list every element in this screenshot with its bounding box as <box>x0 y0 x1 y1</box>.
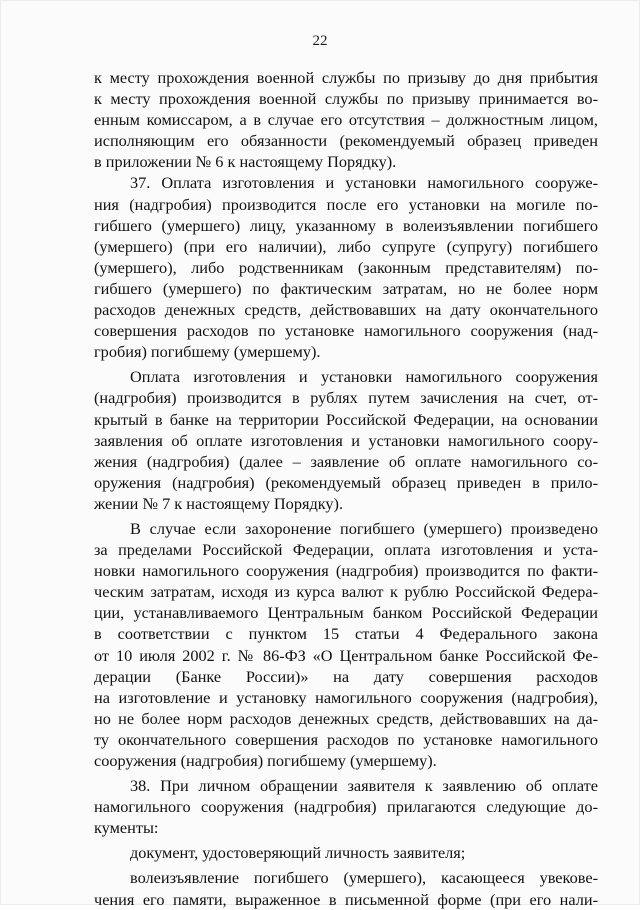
text-line: от 10 июля 2002 г. № 86-ФЗ «О Центральном банке Российской Фе- <box>94 645 598 665</box>
text-line: ческим затратам, исходя из курса валют к рублю Российской Федера- <box>94 582 598 602</box>
text-line: новки намогильного сооружения (надгробия) производится по факти- <box>94 561 598 581</box>
text-line: 38. При личном обращении заявителя к заявлению об оплате <box>130 776 598 796</box>
text-line: намогильного сооружения (надгробия) прилагаются следующие до- <box>94 797 598 817</box>
text-line: Оплата изготовления и установки намогильного сооружения <box>130 367 598 387</box>
text-line: документ, удостоверяющий личность заявителя; <box>130 843 466 863</box>
text-line: на изготовление и установку намогильного сооружения (надгробия), <box>94 687 598 707</box>
text-line: гибшего (умершего) лицу, указанному в волеизъявлении погибшего <box>94 215 598 235</box>
text-line: но не более норм расходов денежных средств, действовавших на да- <box>94 708 598 728</box>
text-line: крытый в банке на территории Российской Федерации, на основании <box>94 409 598 429</box>
text-line: гибшего (умершего) по фактическим затратам, но не более норм <box>94 278 598 298</box>
text-line: оружения (надгробия) (рекомендуемый образец приведен в прило- <box>94 472 598 492</box>
text-line: жения (надгробия) (далее – заявление об оплате намогильного со- <box>94 451 598 471</box>
text-line: жении № 7 к настоящему Порядку). <box>94 493 344 513</box>
text-line: расходов денежных средств, действовавших на дату окончательного <box>94 300 598 320</box>
text-line: чения его памяти, выраженное в письменной форме (при его нали- <box>94 889 598 909</box>
text-line: в соответствии с пунктом 15 статьи 4 Федерального закона <box>94 624 598 644</box>
text-line: к месту прохождения военной службы по призыву до дня прибытия <box>94 68 598 87</box>
text-line: кументы: <box>94 818 159 838</box>
text-line: за пределами Российской Федерации, оплата изготовления и уста- <box>94 540 598 560</box>
text-line: гробия) погибшему (умершему). <box>94 342 321 362</box>
text-line: (умершего), либо родственникам (законным представителям) по- <box>94 257 598 277</box>
text-line: ции, устанавливаемого Центральным банком Российской Федерации <box>94 603 598 623</box>
text-line: 37. Оплата изготовления и установки намогильного сооруже- <box>130 173 598 193</box>
text-line: (надгробия) производится в рублях путем зачисления на счет, от- <box>94 388 598 408</box>
text-line: енным комиссаром, а в случае его отсутствия – должностным лицом, <box>94 110 598 130</box>
text-line: исполняющим его обязанности (рекомендуемый образец приведен <box>94 131 598 151</box>
page-number: 22 <box>312 33 328 49</box>
text-line: сооружения (надгробия) погибшему (умершему). <box>94 751 437 770</box>
document-body <box>94 67 598 910</box>
text-line: ту окончательного совершения расходов по установке намогильного <box>94 729 598 749</box>
text-line: в приложении № 6 к настоящему Порядку). <box>94 152 397 172</box>
text-line: ния (надгробия) производится после его установки на могиле по- <box>94 194 598 214</box>
text-line: к месту прохождения военной службы по призыву принимается во- <box>94 89 598 109</box>
text-line: волеизъявление погибшего (умершего), касающееся увекове- <box>130 868 598 888</box>
text-line: (умершего) (при его наличии), либо супруге (супругу) погибшего <box>94 236 598 256</box>
text-line: совершения расходов по установке намогильного сооружения (над- <box>94 321 598 341</box>
text-line: заявления об оплате изготовления и установки намогильного соору- <box>94 430 598 450</box>
text-line: В случае если захоронение погибшего (умершего) произведено <box>130 518 598 538</box>
text-line: дерации (Банке России)» на дату совершения расходов <box>94 666 598 686</box>
